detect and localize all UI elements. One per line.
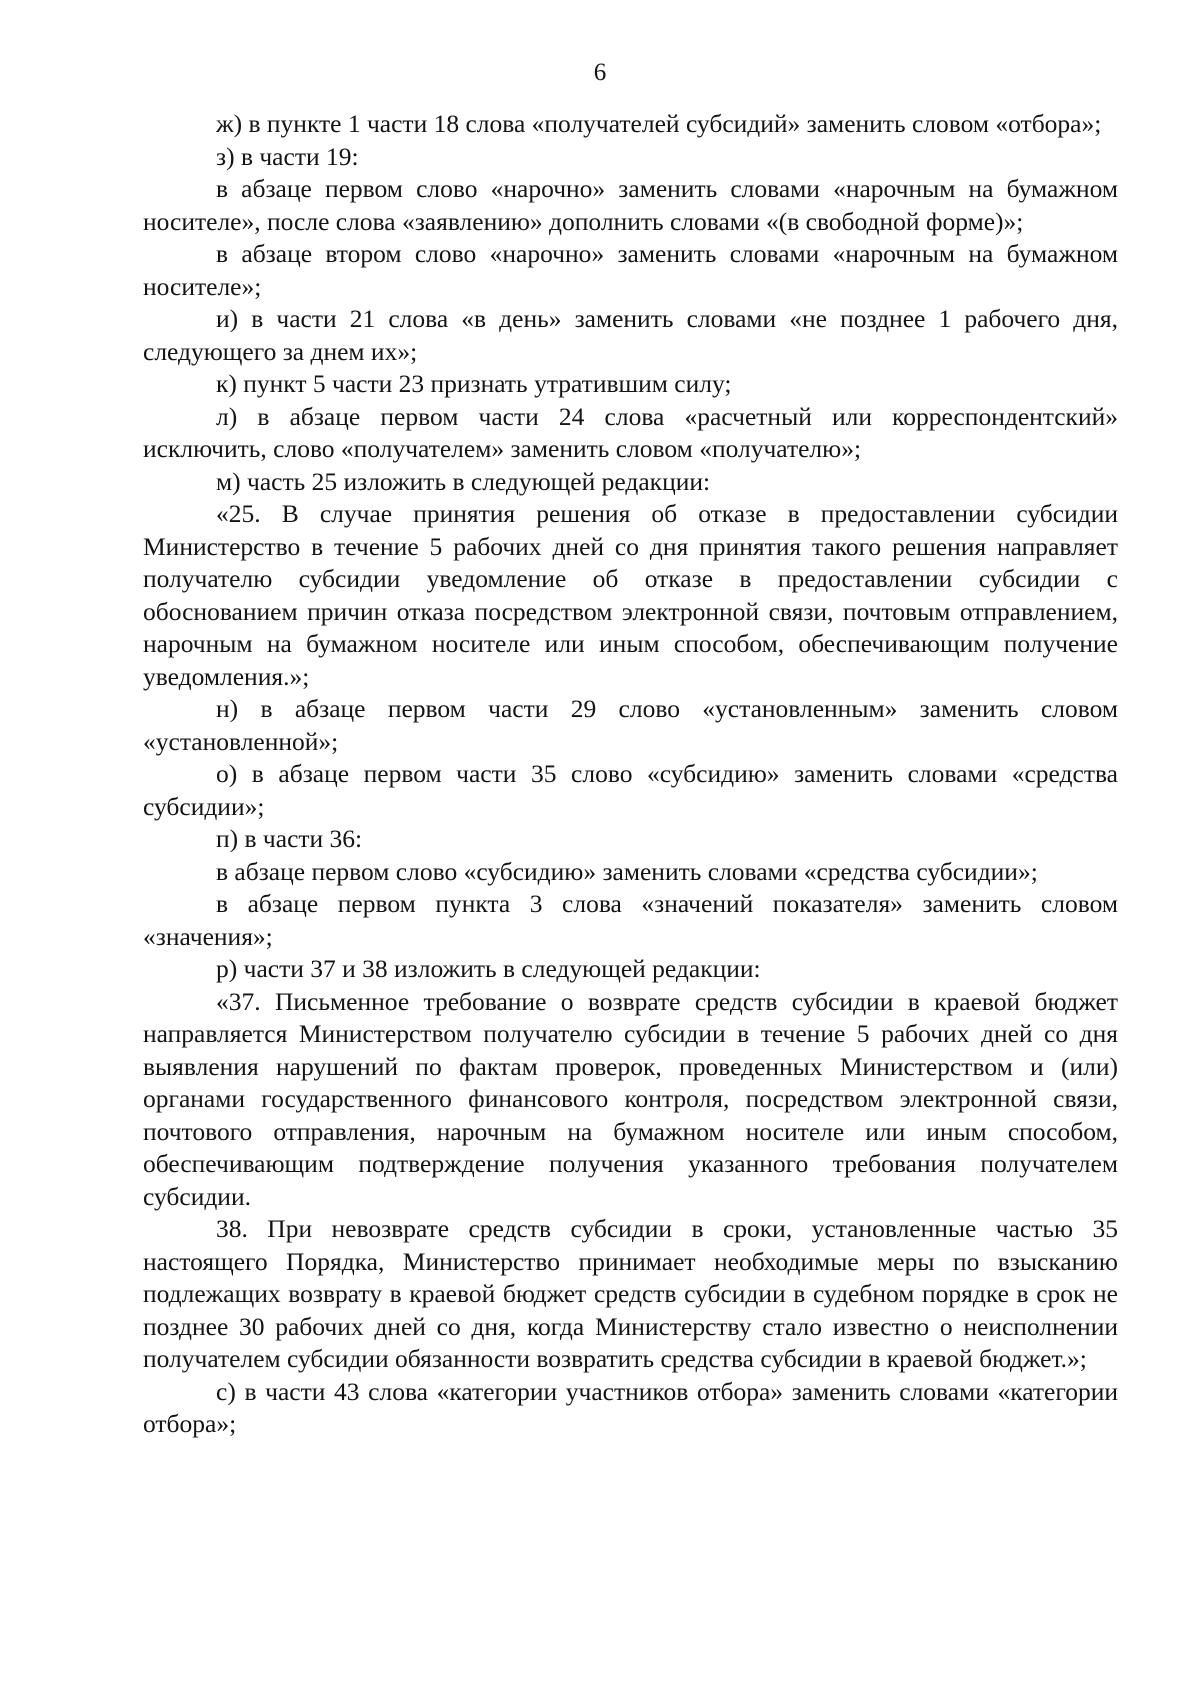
paragraph-p-point-3: в абзаце первом пункта 3 слова «значений показателя» заменить словом «значения»; [143, 889, 1118, 951]
paragraph-i: и) в части 21 слова «в день» заменить словами «не позднее 1 рабочего дня, следующего за днем их»; [143, 304, 1118, 366]
paragraph-m: м) часть 25 изложить в следующей редакции: [216, 466, 711, 496]
paragraph-r: р) части 37 и 38 изложить в следующей редакции: [216, 954, 761, 983]
paragraph-z-first-abzac: в абзаце первом слово «нарочно» заменить словами «нарочным на бумажном носителе», после слова «заявлению» дополнить словами «(в свободной форме)»; [143, 174, 1118, 236]
paragraph-part-37: «37. Письменное требование о возврате средств субсидии в краевой бюджет направляется Министерством получателю субсидии в течение 5 рабочих дней со дня выявления нарушений по фактам проверок, проведенных Министерством и (или) органами государственного финансового контроля, посредством электронной связи, почтового отправления, нарочным на бумажном носителе или иным способом, обеспечивающим подтверждение получения указанного требования получателем субсидии. [143, 986, 1118, 1211]
paragraph-zh: ж) в пункте 1 части 18 слова «получателей субсидий» заменить словом «отбора»; [216, 109, 1102, 138]
paragraph-l: л) в абзаце первом части 24 слова «расчетный или корреспондентский» исключить, слово «получателем» заменить словом «получателю»; [143, 401, 1118, 463]
paragraph-part-25: «25. В случае принятия решения об отказе в предоставлении субсидии Министерство в течение 5 рабочих дней со дня принятия такого решения направляет получателю субсидии уведомление об отказе в предоставлении субсидии с обоснованием причин отказа посредством электронной связи, почтовым отправлением, нарочным на бумажном носителе или иным способом, обеспечивающим получение уведомления.»; [143, 499, 1118, 691]
paragraph-s: с) в части 43 слова «категории участников отбора» заменить словами «категории отбора»; [143, 1376, 1118, 1438]
paragraph-n: н) в абзаце первом части 29 слово «установленным» заменить словом «установленной»; [143, 694, 1118, 756]
paragraph-part-38: 38. При невозврате средств субсидии в сроки, установленные частью 35 настоящего Порядка, Министерство принимает необходимые меры по взысканию подлежащих возврату в краевой бюджет средств субсидии в судебном порядке в срок не позднее 30 рабочих дней со дня, когда Министерству стало известно о неисполнении получателем субсидии обязанности возвратить средства субсидии в краевой бюджет.»; [143, 1214, 1118, 1373]
paragraph-o: о) в абзаце первом части 35 слово «субсидию» заменить словами «средства субсидии»; [143, 759, 1118, 821]
paragraph-p-first-abzac: в абзаце первом слово «субсидию» заменить словами «средства субсидии»; [216, 856, 1038, 886]
paragraph-k: к) пункт 5 части 23 признать утратившим силу; [216, 369, 732, 398]
document-body [143, 108, 1118, 1441]
paragraph-p: п) в части 36: [216, 824, 363, 853]
paragraph-z: з) в части 19: [216, 141, 359, 171]
paragraph-z-second-abzac: в абзаце втором слово «нарочно» заменить словами «нарочным на бумажном носителе»; [143, 239, 1118, 301]
page-number: 6 [593, 59, 607, 86]
